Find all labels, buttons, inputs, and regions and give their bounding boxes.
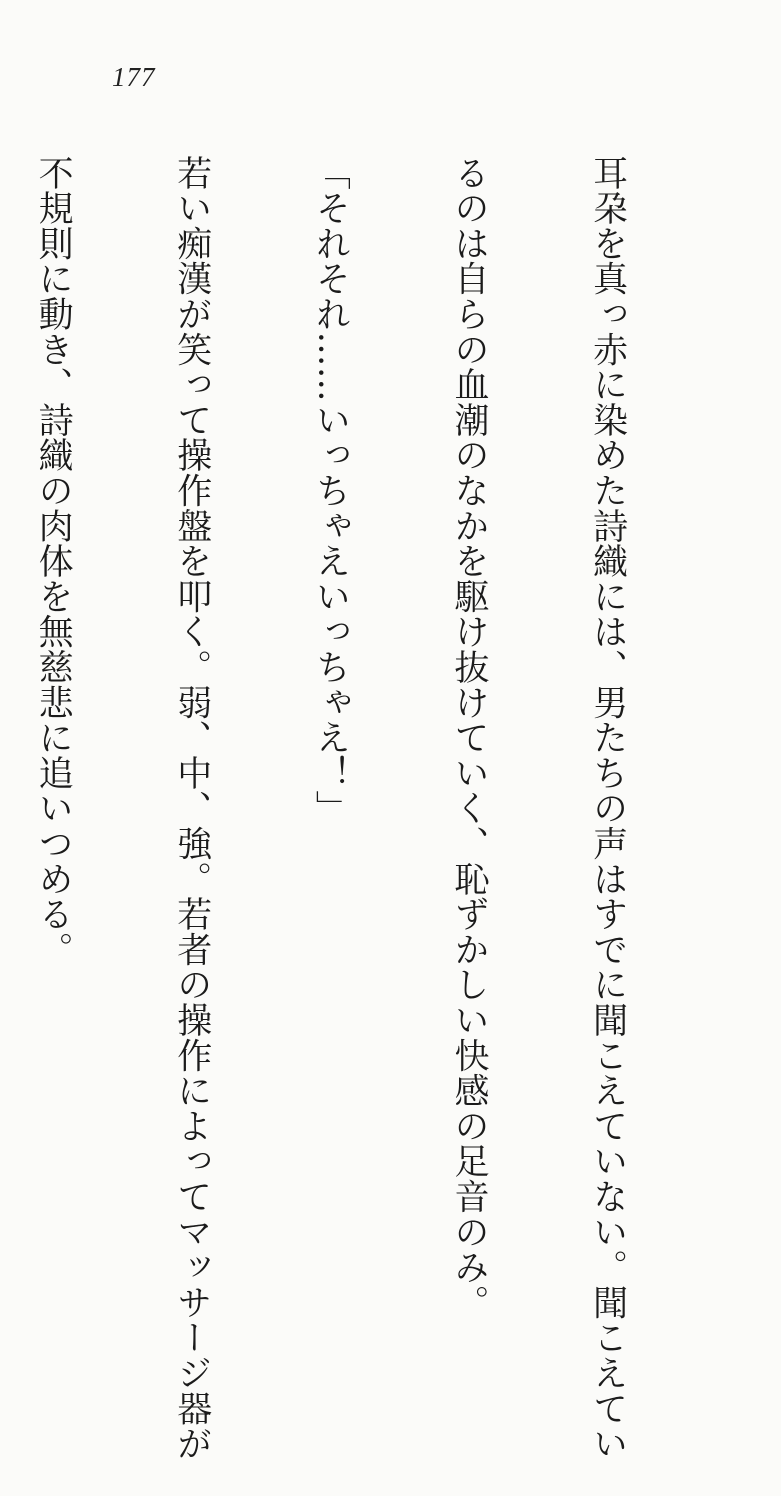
text-line: 耳朶を真っ赤に染めた詩織には、男たちの声はすでに聞こえていない。聞こえてい [587, 155, 628, 1462]
text-line: 不規則に動き、詩織の肉体を無慈悲に追いつめる。 [33, 155, 74, 967]
body-text [33, 155, 723, 1462]
text-line: 若い痴漢が笑って操作盤を叩く。弱、中、強。若者の操作によってマッサージ器が [171, 155, 212, 1462]
text-line: るのは自らの血潮のなかを駆け抜けていく、恥ずかしい快感の足音のみ。 [448, 155, 489, 1320]
text-line: 「それそれ……いっちゃえいっちゃえ！」 [310, 155, 351, 826]
page-number: 177 [112, 62, 156, 92]
